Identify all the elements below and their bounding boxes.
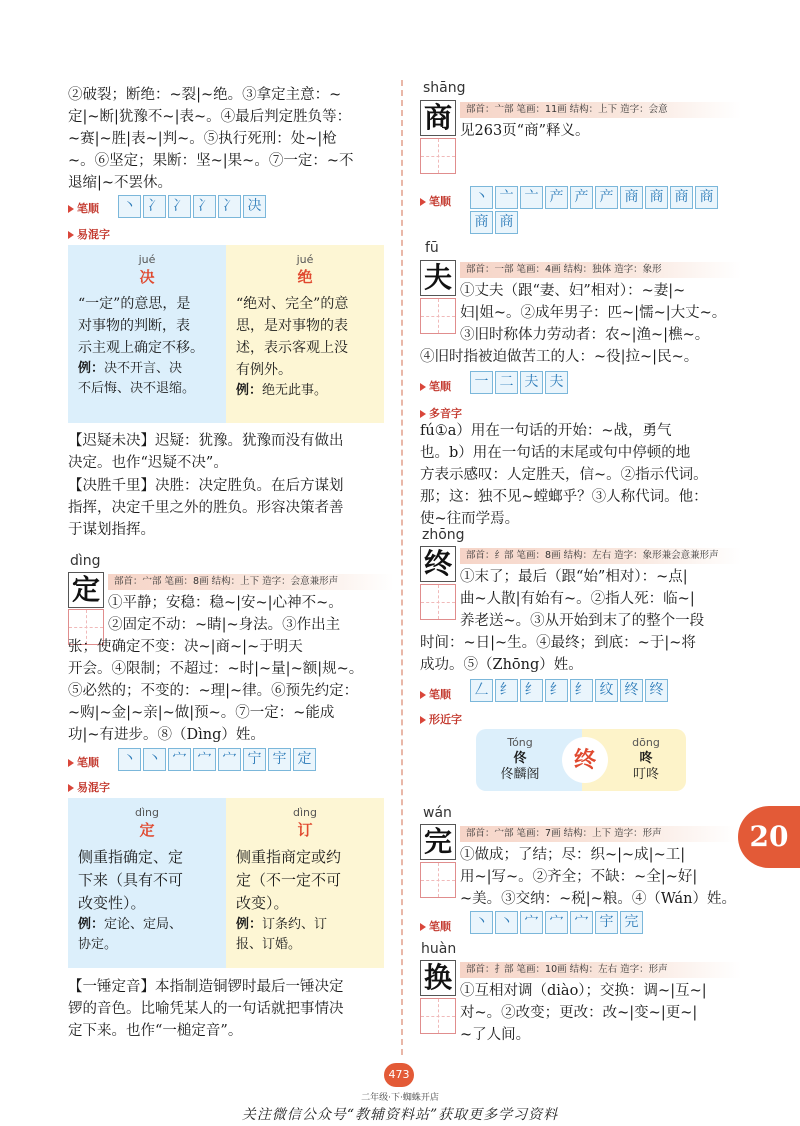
stroke-step: 纟	[520, 679, 543, 702]
pinyin: wán	[423, 805, 452, 821]
stroke-order-label: 笔顺	[420, 686, 451, 702]
triangle-icon	[68, 231, 74, 239]
char-info-bar: 部首：一部 笔画：4画 结构：独体 造字：象形	[460, 262, 741, 278]
stroke-step: 产	[545, 186, 568, 209]
stroke-step: 亠	[495, 186, 518, 209]
ding-definitions-cont: 张；使确定不变：决~|商~|~于明天 开会。④限制；不超过：~时|~量|~额|规~。 ⑤必然的；不变的：~理|~律。⑥预先约定： ~购|~金|~亲|~做|预~。⑦一定：~能成 功|~有进步。⑧（Dìng）姓。	[68, 639, 364, 743]
stroke-step: 商	[470, 211, 493, 234]
pinyin: fū	[425, 240, 439, 256]
headword-char: 定	[68, 572, 104, 608]
char-info-bar: 部首：纟部 笔画：8画 结构：左右 造字：象形兼会意兼形声	[460, 548, 741, 564]
stroke-step: 宇	[595, 911, 618, 934]
stroke-step: 宀	[545, 911, 568, 934]
compare-left: dìng 定 侧重指确定、定 下来（具有不可 改变性）。 例：定论、定局、 协定。	[68, 798, 226, 968]
similar-char-label: 形近字	[420, 711, 462, 727]
stroke-step: 夫	[520, 371, 543, 394]
pinyin: dìng	[70, 553, 101, 569]
stroke-step: 宀	[193, 748, 216, 771]
similar-right-text: dōng 咚 叮咚	[632, 736, 660, 782]
stroke-step: 丶	[143, 748, 166, 771]
footer-note: 关注微信公众号“教辅资料站”获取更多学习资料	[241, 1107, 559, 1123]
triangle-icon	[68, 784, 74, 792]
pinyin: jué	[296, 253, 314, 266]
stroke-step: 宇	[268, 748, 291, 771]
stroke-step: 宀	[520, 911, 543, 934]
writing-grid	[420, 584, 456, 620]
stroke-step: 一	[470, 371, 493, 394]
headword-char: 换	[420, 960, 456, 996]
stroke-step: 宀	[570, 911, 593, 934]
idiom-chiyi-weijue: 【迟疑未决】迟疑：犹豫。犹豫而没有做出 决定。也作“迟疑不决”。	[68, 433, 344, 471]
compare-right: dìng 订 侧重指商定或约 定（不一定不可 改变）。 例：订条约、订 报、订婚。	[226, 798, 384, 968]
stroke-step: 𠃋	[470, 679, 493, 702]
stroke-step: 宁	[243, 748, 266, 771]
headword-char: 完	[420, 824, 456, 860]
stroke-step: 商	[495, 211, 518, 234]
triangle-icon	[68, 759, 74, 767]
char-info-bar: 部首：亠部 笔画：11画 结构：上下 造字：会意	[460, 102, 741, 118]
stroke-step: 终	[620, 679, 643, 702]
writing-grid	[420, 298, 456, 334]
ding-stroke-order	[118, 748, 316, 771]
stroke-step: 二	[495, 371, 518, 394]
shang-definition: 见263页“商”释义。	[460, 123, 590, 139]
stroke-step: 定	[293, 748, 316, 771]
writing-grid	[420, 998, 456, 1034]
writing-grid	[420, 138, 456, 174]
stroke-step: 商	[695, 186, 718, 209]
stroke-order-label: 笔顺	[68, 754, 99, 770]
unit-number-tab: 20	[738, 806, 800, 868]
stroke-order-label: 笔顺	[420, 193, 451, 209]
triangle-icon	[420, 410, 426, 418]
fu-stroke-order	[470, 371, 568, 394]
triangle-icon	[420, 383, 426, 391]
jue-continued-definitions: ②破裂；断绝：~裂|~绝。③拿定主意：~ 定|~断|犹豫不~|表~。④最后判定胜负等： ~赛|~胜|表~|判~。⑤执行死刑：处~|枪 ~。⑥坚定；果断：坚~|果~。⑦一定：~不 退缩|~不罢休。	[68, 87, 354, 191]
shang-stroke-order	[470, 186, 740, 234]
stroke-step: 冫	[218, 195, 241, 218]
pinyin: jué	[138, 253, 156, 266]
idiom-yichui-dingyin: 【一锤定音】本指制造铜锣时最后一锤决定 锣的音色。比喻凭某人的一句话就把事情决 定下来。也作“一槌定音”。	[68, 979, 344, 1039]
pinyin: dìng	[293, 806, 317, 819]
triangle-icon	[68, 205, 74, 213]
pinyin: shāng	[423, 80, 466, 96]
stroke-step: 宀	[168, 748, 191, 771]
stroke-step: 丶	[118, 748, 141, 771]
pinyin: zhōng	[422, 527, 465, 543]
pinyin: huàn	[421, 941, 457, 957]
stroke-step: 丶	[118, 195, 141, 218]
stroke-step: 决	[243, 195, 266, 218]
fu-definitions-cont: ④旧时指被迫做苦工的人：~役|拉~|民~。	[420, 349, 699, 365]
compare-char: 定	[139, 821, 155, 839]
zhong-definitions: ①末了；最后（跟“始”相对）：~点| 曲~人散|有始有~。②指人死：临~| 养老送~。③从开始到末了的整个一段	[460, 569, 705, 629]
fu-polyphone-definitions: fú①a）用在一句话的开始：~战，勇气 也。b）用在一句话的末尾或句中停顿的地 方表示感叹：人定胜天，信~。②指示代词。 那；这：独不见~螳螂乎？③人称代词。他： 使~往而学焉。	[420, 423, 708, 527]
stroke-step: 夫	[545, 371, 568, 394]
compare-left: jué 决 “一定”的意思，是 对事物的判断，表 示主观上确定不移。 例：决不开言、决 不后悔、决不退缩。	[68, 245, 226, 423]
ding-definitions: ①平静；安稳：稳~|安~|心神不~。 ②固定不动：~睛|~身法。③作出主	[108, 595, 343, 633]
huan-definitions: ①互相对调（diào）；交换：调~|互~| 对~。②改变；更改：改~|变~|更~| ~了人间。	[460, 983, 707, 1043]
confusable-label: 易混字	[68, 779, 110, 795]
stroke-step: 纟	[570, 679, 593, 702]
stroke-step: 冫	[193, 195, 216, 218]
compare-char: 决	[139, 268, 155, 286]
triangle-icon	[420, 923, 426, 931]
confusable-compare-ding	[68, 798, 384, 968]
stroke-step: 丶	[470, 186, 493, 209]
stroke-step: 纟	[495, 679, 518, 702]
headword-char: 商	[420, 100, 456, 136]
idiom-juesheng-qianli: 【决胜千里】决胜：决定胜负。在后方谋划 指挥，决定千里之外的胜负。形容决策者善 于谋划指挥。	[68, 478, 344, 538]
wan-stroke-order	[470, 911, 643, 934]
stroke-step: 产	[595, 186, 618, 209]
wan-definitions: ①做成；了结；尽：织~|~成|~工| 用~|写~。②齐全；不缺：~全|~好| ~美。③交纳：~税|~粮。④（Wán）姓。	[460, 847, 736, 907]
stroke-step: 冫	[143, 195, 166, 218]
stroke-step: 亠	[520, 186, 543, 209]
compare-char: 订	[297, 821, 313, 839]
stroke-step: 宀	[218, 748, 241, 771]
stroke-order-label: 笔顺	[420, 378, 451, 394]
stroke-step: 纹	[595, 679, 618, 702]
stroke-step: 丶	[495, 911, 518, 934]
polyphone-label: 多音字	[420, 405, 462, 421]
column-divider	[401, 80, 403, 1055]
char-info-bar: 部首：宀部 笔画：7画 结构：上下 造字：形声	[460, 826, 736, 842]
footer-grade: 二年级·下·蜘蛛开店	[361, 1093, 439, 1103]
zhong-stroke-order	[470, 679, 668, 702]
page-number: 473	[384, 1063, 414, 1087]
triangle-icon	[420, 198, 426, 206]
stroke-order-label: 笔顺	[68, 200, 99, 216]
fu-definitions: ①丈夫（跟“妻、妇”相对）：~妻|~ 妇|姐~。②成年男子：匹~|懦~|大丈~。 ③旧时称体力劳动者：农~|渔~|樵~。	[460, 283, 727, 343]
headword-char: 夫	[420, 260, 456, 296]
stroke-step: 纟	[545, 679, 568, 702]
stroke-step: 终	[645, 679, 668, 702]
stroke-order-label: 笔顺	[420, 918, 451, 934]
char-info-bar: 部首：宀部 笔画：8画 结构：上下 造字：会意兼形声	[108, 574, 394, 590]
char-info-bar: 部首：扌部 笔画：10画 结构：左右 造字：形声	[460, 962, 741, 978]
similar-char-compare	[476, 729, 686, 791]
jue-stroke-order	[118, 195, 266, 218]
stroke-step: 冫	[168, 195, 191, 218]
compare-char: 绝	[297, 268, 313, 286]
headword-char: 终	[420, 546, 456, 582]
zhong-definitions-cont: 时间：~日|~生。④最终；到底：~于|~将 成功。⑤（Zhōng）姓。	[420, 635, 696, 673]
pinyin: dìng	[135, 806, 159, 819]
stroke-step: 丶	[470, 911, 493, 934]
confusable-compare-jue	[68, 245, 384, 423]
triangle-icon	[420, 716, 426, 724]
stroke-step: 产	[570, 186, 593, 209]
stroke-step: 商	[645, 186, 668, 209]
confusable-label: 易混字	[68, 226, 110, 242]
stroke-step: 完	[620, 911, 643, 934]
stroke-step: 商	[620, 186, 643, 209]
writing-grid	[420, 862, 456, 898]
similar-left-text: Tóng 佟 佟麟阁	[500, 736, 540, 782]
similar-center-char: 终	[562, 737, 608, 783]
triangle-icon	[420, 691, 426, 699]
compare-right: jué 绝 “绝对、完全”的意 思，是对事物的表 述，表示客观上没 有例外。 例：绝无此事。	[226, 245, 384, 423]
stroke-step: 商	[670, 186, 693, 209]
